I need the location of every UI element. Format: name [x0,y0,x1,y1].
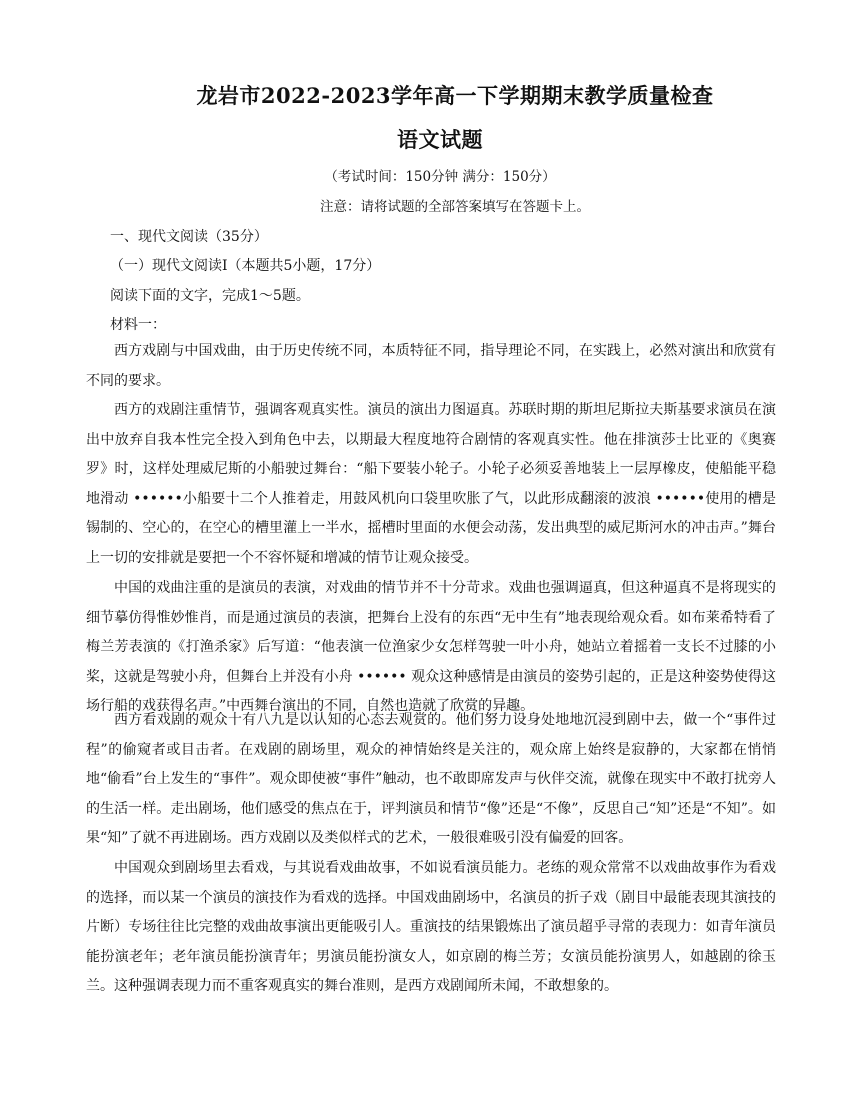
reading-instruction: 阅读下面的文字，完成1～5题。 [110,288,310,304]
material-label: 材料一： [110,317,166,333]
passage-paragraph: 西方戏剧与中国戏曲，由于历史传统不同，本质特征不同，指导理论不同，在实践上，必然对演出和欣赏有不同的要求。 [86,343,776,389]
exam-subject-title: 语文试题 [397,127,483,152]
subsection-heading: （一）现代文阅读I（本题共5小题，17分） [110,258,381,274]
passage-paragraph: 西方看戏剧的观众十有八九是以认知的心态去观赏的。他们努力设身处地地沉浸到剧中去，做一个“事件过程”的偷窥者或目击者。在戏剧的剧场里，观众的神情始终是关注的，观众席上始终是寂静的，大家都在悄悄地“偷看”台上发生的“事件”。观众即使被“事件”触动，也不敢即席发声与伙伴交流，就像在现实中不敢打扰旁人的生活一样。走出剧场，他们感受的焦点在于，评判演员和情节“像”还是“不像”，反思自己“知”还是“不知”。如果“知”了就不再进剧场。西方戏剧以及类似样式的艺术，一般很难吸引没有偏爱的回客。 [86,712,776,846]
passage-paragraph: 中国观众到剧场里去看戏，与其说看戏曲故事，不如说看演员能力。老练的观众常常不以戏曲故事作为看戏的选择，而以某一个演员的演技作为看戏的选择。中国戏曲剧场中，名演员的折子戏（剧目中最能表现其演技的片断）专场往往比完整的戏曲故事演出更能吸引人。重演技的结果锻炼出了演员超乎寻常的表现力：如青年演员能扮演老年；老年演员能扮演青年；男演员能扮演女人，如京剧的梅兰芳；女演员能扮演男人，如越剧的徐玉兰。这种强调表现力而不重客观真实的舞台准则，是西方戏剧闻所未闻，不敢想象的。 [86,860,776,994]
passage-paragraph: 中国的戏曲注重的是演员的表演，对戏曲的情节并不十分苛求。戏曲也强调逼真，但这种逼真不是将现实的细节摹仿得惟妙惟肖，而是通过演员的表演，把舞台上没有的东西“无中生有”地表现给观众看。如布莱希特看了梅兰芳表演的《打渔杀家》后写道：“他表演一位渔家少女怎样驾驶一叶小舟，她站立着摇着一支长不过膝的小桨，这就是驾驶小舟，但舞台上并没有小舟 •••••• 观众这种感情是由演员的姿势引起的，正是这种姿势使得这场行船的戏获得名声。”中西舞台演出的不同，自然也造就了欣赏的异趣。 [86,580,776,714]
exam-title: 龙岩市2022-2023学年高一下学期期末教学质量检查 [196,83,714,108]
passage-paragraph: 西方的戏剧注重情节，强调客观真实性。演员的演出力图逼真。苏联时期的斯坦尼斯拉夫斯基要求演员在演出中放弃自我本性完全投入到角色中去，以期最大程度地符合剧情的客观真实性。他在排演莎士比亚的《奥赛罗》时，这样处理威尼斯的小船驶过舞台：“船下要装小轮子。小轮子必须妥善地装上一层厚橡皮，使船能平稳地滑动 ••••••小船要十二个人推着走，用鼓风机向口袋里吹胀了气，以此形成翻滚的波浪 ••••••使用的槽是锡制的、空心的，在空心的槽里灌上一半水，摇槽时里面的水便会动荡，发出典型的威尼斯河水的冲击声。”舞台上一切的安排就是要把一个不容怀疑和增减的情节让观众接受。 [86,402,776,566]
section-heading: 一、现代文阅读（35分） [110,229,268,245]
answer-notice: 注意：请将试题的全部答案填写在答题卡上。 [320,199,590,215]
exam-time-score-info: （考试时间：150分钟 满分：150分） [324,169,556,185]
